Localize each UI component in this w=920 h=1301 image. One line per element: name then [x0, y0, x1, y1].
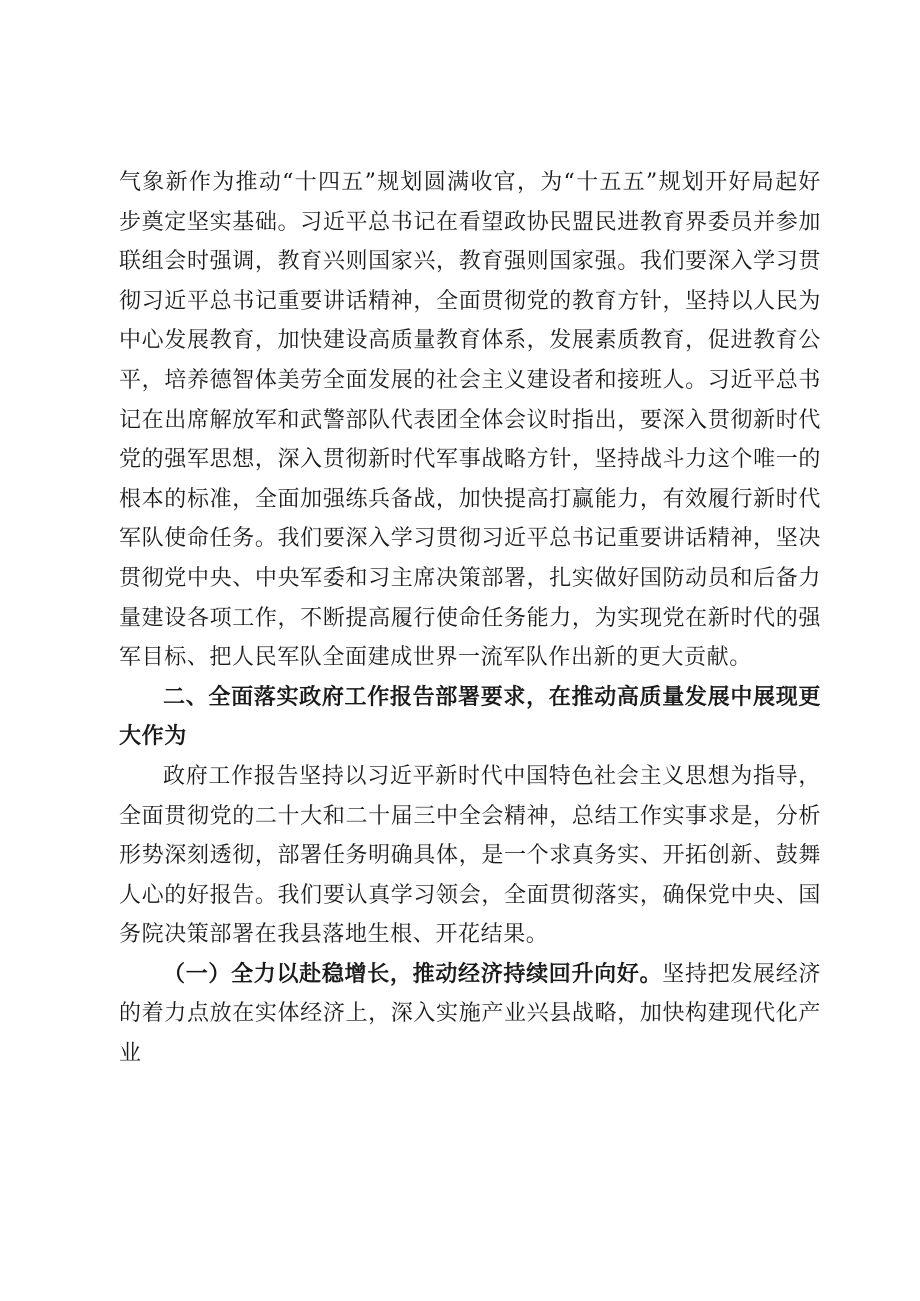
paragraph-government-report: 政府工作报告坚持以习近平新时代中国特色社会主义思想为指导，全面贯彻党的二十大和二十届三中全会精神，总结工作实事求是，分析形势深刻透彻，部署任务明确具体，是一个求真务实、开拓创新、鼓舞人心的好报告。我们要认真学习领会，全面贯彻落实，确保党中央、国务院决策部署在我县落地生根、开花结果。 — [119, 763, 821, 948]
subsection-text: 坚持把发展经济的着力点放在实体经济上，深入实施产业兴县战略，加快构建现代化产业 — [119, 961, 822, 1067]
document-body — [119, 163, 821, 1113]
section-heading: 二、全面落实政府工作报告部署要求，在推动高质量发展中展现更大作为 — [119, 683, 821, 750]
paragraph-continuation: 气象新作为推动“十四五”规划圆满收官，为“十五五”规划开好局起好步奠定坚实基础。习近平总书记在看望政协民盟民进教育界委员并参加联组会时强调，教育兴则国家兴，教育强则国家强。我们要深入学习贯彻习近平总书记重要讲话精神，全面贯彻党的教育方针，坚持以人民为中心发展教育，加快建设高质量教育体系，发展素质教育，促进教育公平，培养德智体美劳全面发展的社会主义建设者和接班人。习近平总书记在出席解放军和武警部队代表团全体会议时指出，要深入贯彻新时代党的强军思想，深入贯彻新时代军事战略方针，坚持战斗力这个唯一的根本的标准，全面加强练兵备战，加快提高打赢能力，有效履行新时代军队使命任务。我们要深入学习贯彻习近平总书记重要讲话精神，坚决贯彻党中央、中央军委和习主席决策部署，扎实做好国防动员和后备力量建设各项工作，不断提高履行使命任务能力，为实现党在新时代的强军目标、把人民军队全面建成世界一流军队作出新的更大贡献。 — [119, 170, 821, 671]
subsection-lead: （一）全力以赴稳增长，推动经济持续回升向好。 — [163, 960, 663, 987]
paragraph-subsection-one — [119, 955, 821, 1113]
